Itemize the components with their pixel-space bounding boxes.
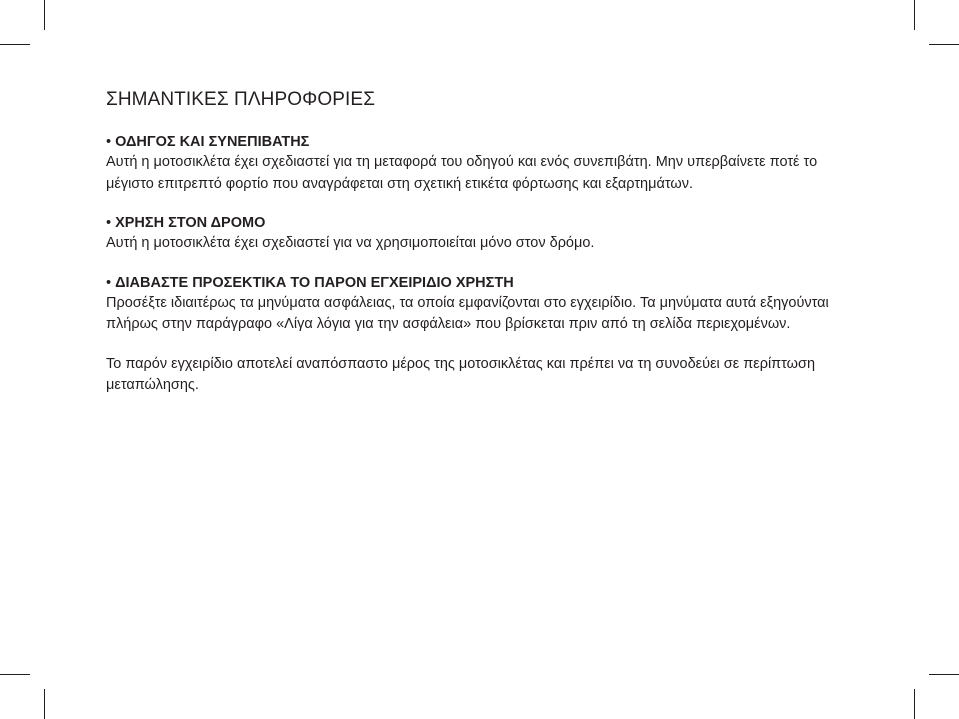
section-read-manual	[106, 273, 851, 336]
page-title: ΣΗΜΑΝΤΙΚΕΣ ΠΛΗΡΟΦΟΡΙΕΣ	[106, 89, 376, 110]
crop-mark-bottom-left-h	[0, 674, 30, 675]
crop-mark-top-right-h	[929, 44, 959, 45]
section-heading-text: ΔΙΑΒΑΣΤΕ ΠΡΟΣΕΚΤΙΚΑ ΤΟ ΠΑΡΟΝ ΕΓΧΕΙΡΙΔΙΟ ΧΡΗΣΤΗ	[115, 274, 514, 291]
section-heading-text: ΧΡΗΣΗ ΣΤΟΝ ΔΡΟΜΟ	[115, 215, 266, 231]
crop-mark-top-left-h	[0, 44, 30, 45]
bullet: •	[106, 274, 112, 291]
section-text: Αυτή η μοτοσικλέτα έχει σχεδιαστεί για τη μεταφορά του οδηγού και ενός συνεπιβάτη. Μην υπερβαίνετε ποτέ το μέγιστο επιτρεπτό φορτίο που αναγράφεται στη σχετική ετικέτα φόρτωσης και εξαρτημάτων.	[106, 154, 818, 192]
section-driver-passenger	[106, 132, 851, 195]
bullet: •	[106, 215, 112, 231]
crop-mark-bottom-left	[44, 689, 45, 719]
crop-mark-bottom-right-h	[929, 674, 959, 675]
document-body	[106, 88, 851, 397]
closing-paragraph: Το παρόν εγχειρίδιο αποτελεί αναπόσπαστο μέρος της μοτοσικλέτας και πρέπει να τη συνοδεύει σε περίπτωση μεταπώλησης.	[106, 355, 816, 393]
section-heading	[106, 273, 851, 293]
bullet: •	[106, 134, 112, 150]
section-heading	[106, 213, 851, 233]
section-heading-text: ΟΔΗΓΟΣ ΚΑΙ ΣΥΝΕΠΙΒΑΤΗΣ	[115, 134, 310, 150]
section-text: Αυτή η μοτοσικλέτα έχει σχεδιαστεί για να χρησιμοποιείται μόνο στον δρόμο.	[106, 235, 595, 251]
crop-mark-bottom-right	[914, 689, 915, 719]
crop-mark-top-left	[44, 0, 45, 30]
crop-mark-top-right	[914, 0, 915, 30]
section-road-use	[106, 213, 851, 255]
section-heading	[106, 132, 851, 152]
section-text: Προσέξτε ιδιαιτέρως τα μηνύματα ασφάλειας, τα οποία εμφανίζονται στο εγχειρίδιο. Τα μηνύματα αυτά εξηγούνται πλήρως στην παράγραφο «Λίγα λόγια για την ασφάλεια» που βρίσκεται πριν από τη σελίδα περιεχομένων.	[106, 294, 829, 332]
